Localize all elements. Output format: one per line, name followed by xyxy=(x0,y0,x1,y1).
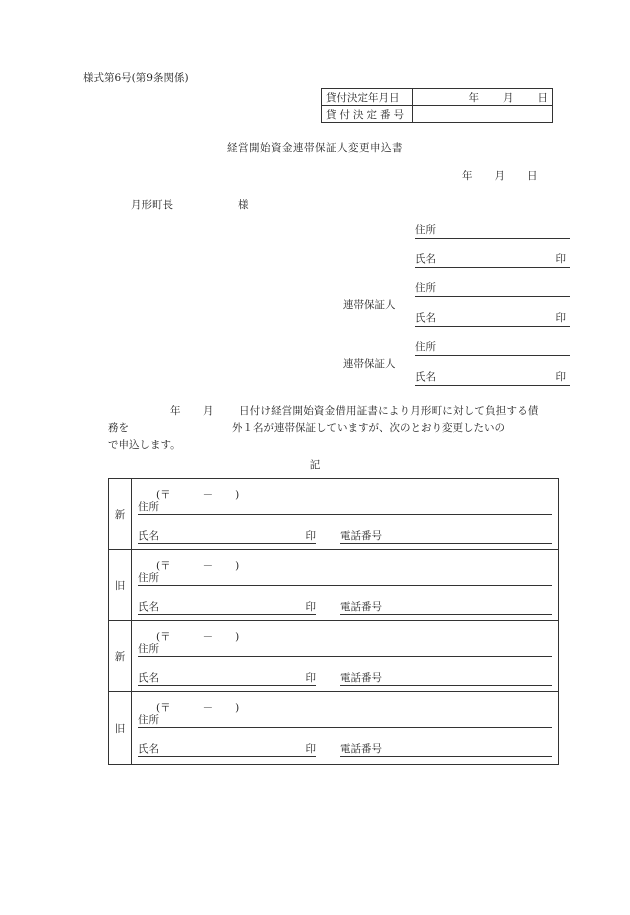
name-field[interactable]: 氏名 印 xyxy=(138,743,316,755)
guarantor-1-label: 連帯保証人 xyxy=(343,299,396,311)
phone-field[interactable]: 電話番号 xyxy=(340,742,552,757)
seal-mark: 印 xyxy=(555,371,566,383)
addressee: 月形町長 xyxy=(131,199,173,211)
seal-mark: 印 xyxy=(305,530,316,542)
name-field[interactable]: 氏名 印 xyxy=(138,530,316,542)
seal-mark: 印 xyxy=(305,601,316,613)
decision-number-field[interactable] xyxy=(413,106,553,123)
change-table xyxy=(108,478,559,765)
seal-mark: 印 xyxy=(305,672,316,684)
decision-number-label: 貸付決定番号 xyxy=(322,106,413,123)
guarantor-1-name-field[interactable]: 氏名 印 xyxy=(415,311,570,327)
document-title: 経営開始資金連帯保証人変更申込書 xyxy=(227,142,403,154)
phone-field[interactable]: 電話番号 xyxy=(340,529,552,544)
address-field[interactable]: 住所 xyxy=(138,713,552,728)
postal-code-field[interactable]: (〒 － ) xyxy=(156,631,240,643)
guarantor-2-name-field[interactable]: 氏名 印 xyxy=(415,370,570,386)
change-block-old-1 xyxy=(109,550,558,621)
applicant-name-field[interactable]: 氏名 印 xyxy=(415,252,570,268)
guarantor-1-address-field[interactable]: 住所 xyxy=(415,281,570,297)
address-field[interactable]: 住所 xyxy=(138,571,552,586)
application-date[interactable]: 年 月 日 xyxy=(462,170,538,182)
ki-heading: 記 xyxy=(309,459,321,471)
phone-field[interactable]: 電話番号 xyxy=(340,600,552,615)
name-field[interactable]: 氏名 印 xyxy=(138,601,316,613)
address-field[interactable]: 住所 xyxy=(138,642,552,657)
decision-date-label: 貸付決定年月日 xyxy=(322,89,413,106)
seal-mark: 印 xyxy=(305,743,316,755)
change-block-new-2 xyxy=(109,621,558,692)
guarantor-2-label: 連帯保証人 xyxy=(343,358,396,370)
form-number-label: 様式第6号(第9条関係) xyxy=(83,72,189,84)
postal-code-field[interactable]: (〒 － ) xyxy=(156,702,240,714)
postal-code-field[interactable]: (〒 － ) xyxy=(156,560,240,572)
seal-mark: 印 xyxy=(555,253,566,265)
kind-cell: 旧 xyxy=(109,692,132,764)
kind-cell: 旧 xyxy=(109,550,132,620)
body-text-line-3: で申込します。 xyxy=(108,439,181,451)
address-field[interactable]: 住所 xyxy=(138,500,552,515)
honorific: 様 xyxy=(238,199,249,211)
postal-code-field[interactable]: (〒 － ) xyxy=(156,489,240,501)
applicant-address-field[interactable]: 住所 xyxy=(415,223,570,239)
change-block-new-1 xyxy=(109,479,558,550)
kind-cell: 新 xyxy=(109,621,132,691)
kind-cell: 新 xyxy=(109,479,132,549)
decision-date-field[interactable]: 年 月 日 xyxy=(413,89,553,106)
name-field[interactable]: 氏名 印 xyxy=(138,672,316,684)
phone-field[interactable]: 電話番号 xyxy=(340,671,552,686)
loan-decision-table xyxy=(321,88,553,123)
seal-mark: 印 xyxy=(555,312,566,324)
guarantor-2-address-field[interactable]: 住所 xyxy=(415,340,570,356)
change-block-old-2 xyxy=(109,692,558,764)
